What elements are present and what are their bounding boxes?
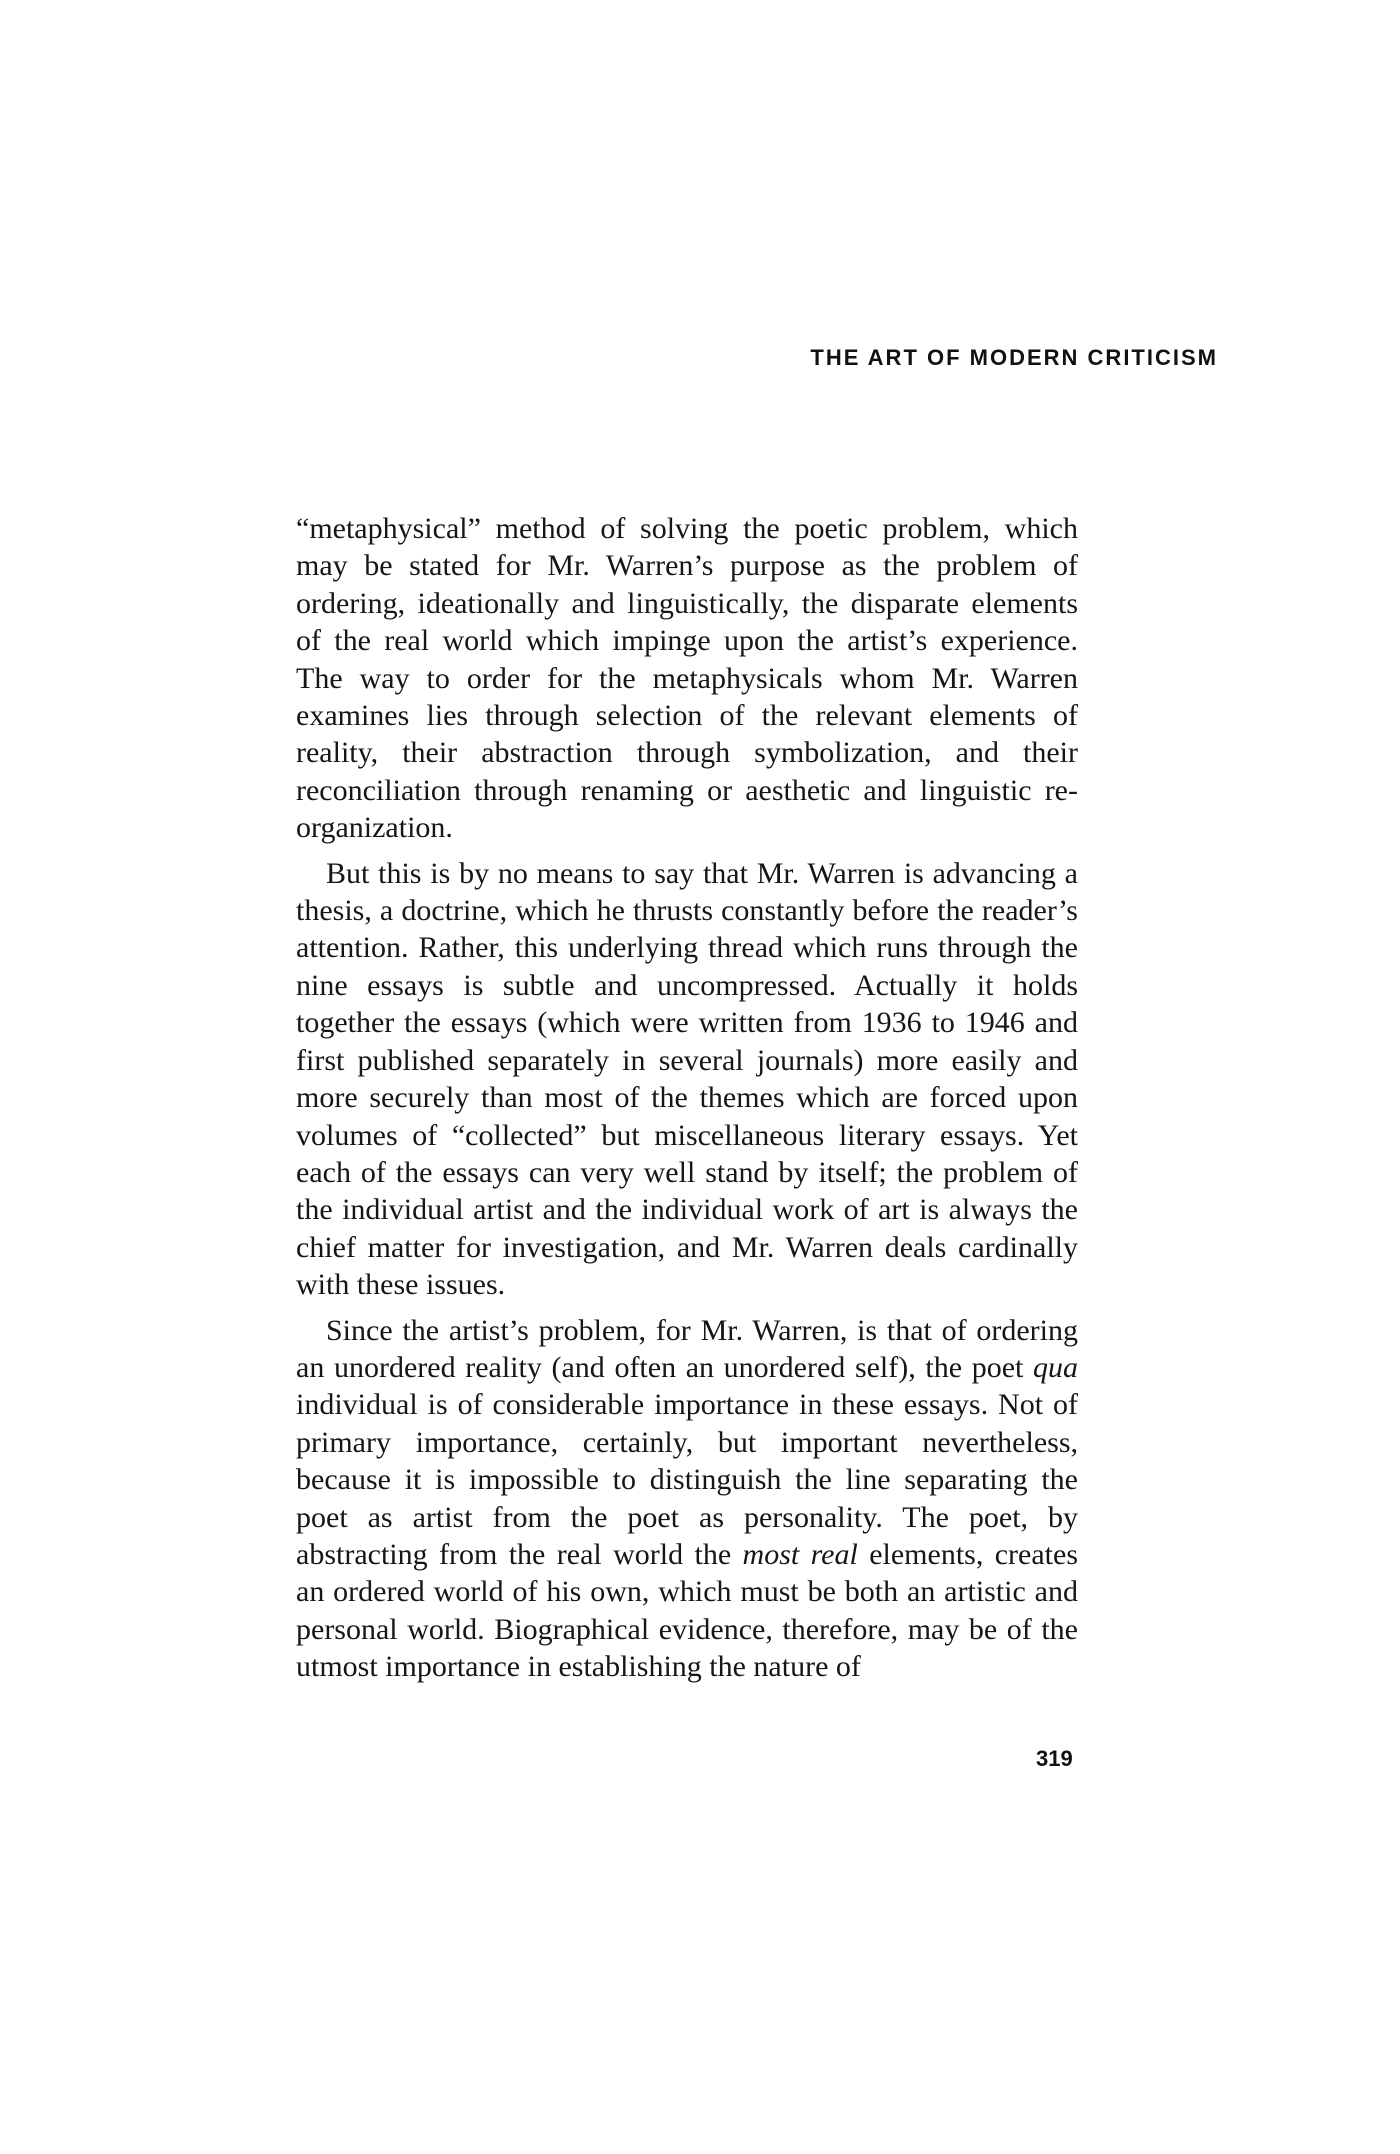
body-text <box>296 510 1078 1686</box>
paragraph-3 <box>296 1312 1078 1686</box>
paragraph-3-segment-c: elements, creates an ordered world of his own, which must be both an artistic and personal world. Biographical evidence, therefore, may be of the utmost importance in establishing the nature of <box>296 1537 1079 1684</box>
paragraph-1: “metaphysical” method of solving the poetic problem, which may be stated for Mr. Warren’s purpose as the problem of ordering, ideationally and linguistically, the disparate elements of the real world which impinge upon the artist’s experience. The way to order for the metaphysicals whom Mr. Warren examines lies through selection of the relevant elements of reality, their abstraction through symbolization, and their reconciliation through renaming or aesthetic and linguistic re-organization. <box>296 512 1078 845</box>
running-head: THE ART OF MODERN CRITICISM <box>810 345 1218 370</box>
page-number: 319 <box>1036 1746 1073 1771</box>
paragraph-3-italic-most-real: most real <box>742 1537 858 1571</box>
paragraph-2: But this is by no means to say that Mr. Warren is advancing a thesis, a doctrine, which he thrusts constantly before the reader’s attention. Rather, this underlying thread which runs through the nine essays is subtle and uncompressed. Actually it holds together the essays (which were written from 1936 to 1946 and first published separately in several journals) more easily and more securely than most of the themes which are forced upon volumes of “collected” but miscellaneous literary essays. Yet each of the essays can very well stand by itself; the problem of the individual artist and the individual work of art is always the chief matter for investigation, and Mr. Warren deals cardinally with these issues. <box>296 856 1078 1302</box>
paragraph-3-segment-b: individual is of considerable importance in these essays. Not of primary importance, certainly, but important nevertheless, because it is impossible to distinguish the line separating the poet as artist from the poet as personality. The poet, by abstracting from the real world the <box>296 1388 1078 1571</box>
paragraph-3-italic-qua: qua <box>1033 1350 1078 1384</box>
paragraph-3-segment-a: Since the artist’s problem, for Mr. Warren, is that of ordering an unordered reality (and often an unordered self), the poet <box>296 1313 1078 1384</box>
